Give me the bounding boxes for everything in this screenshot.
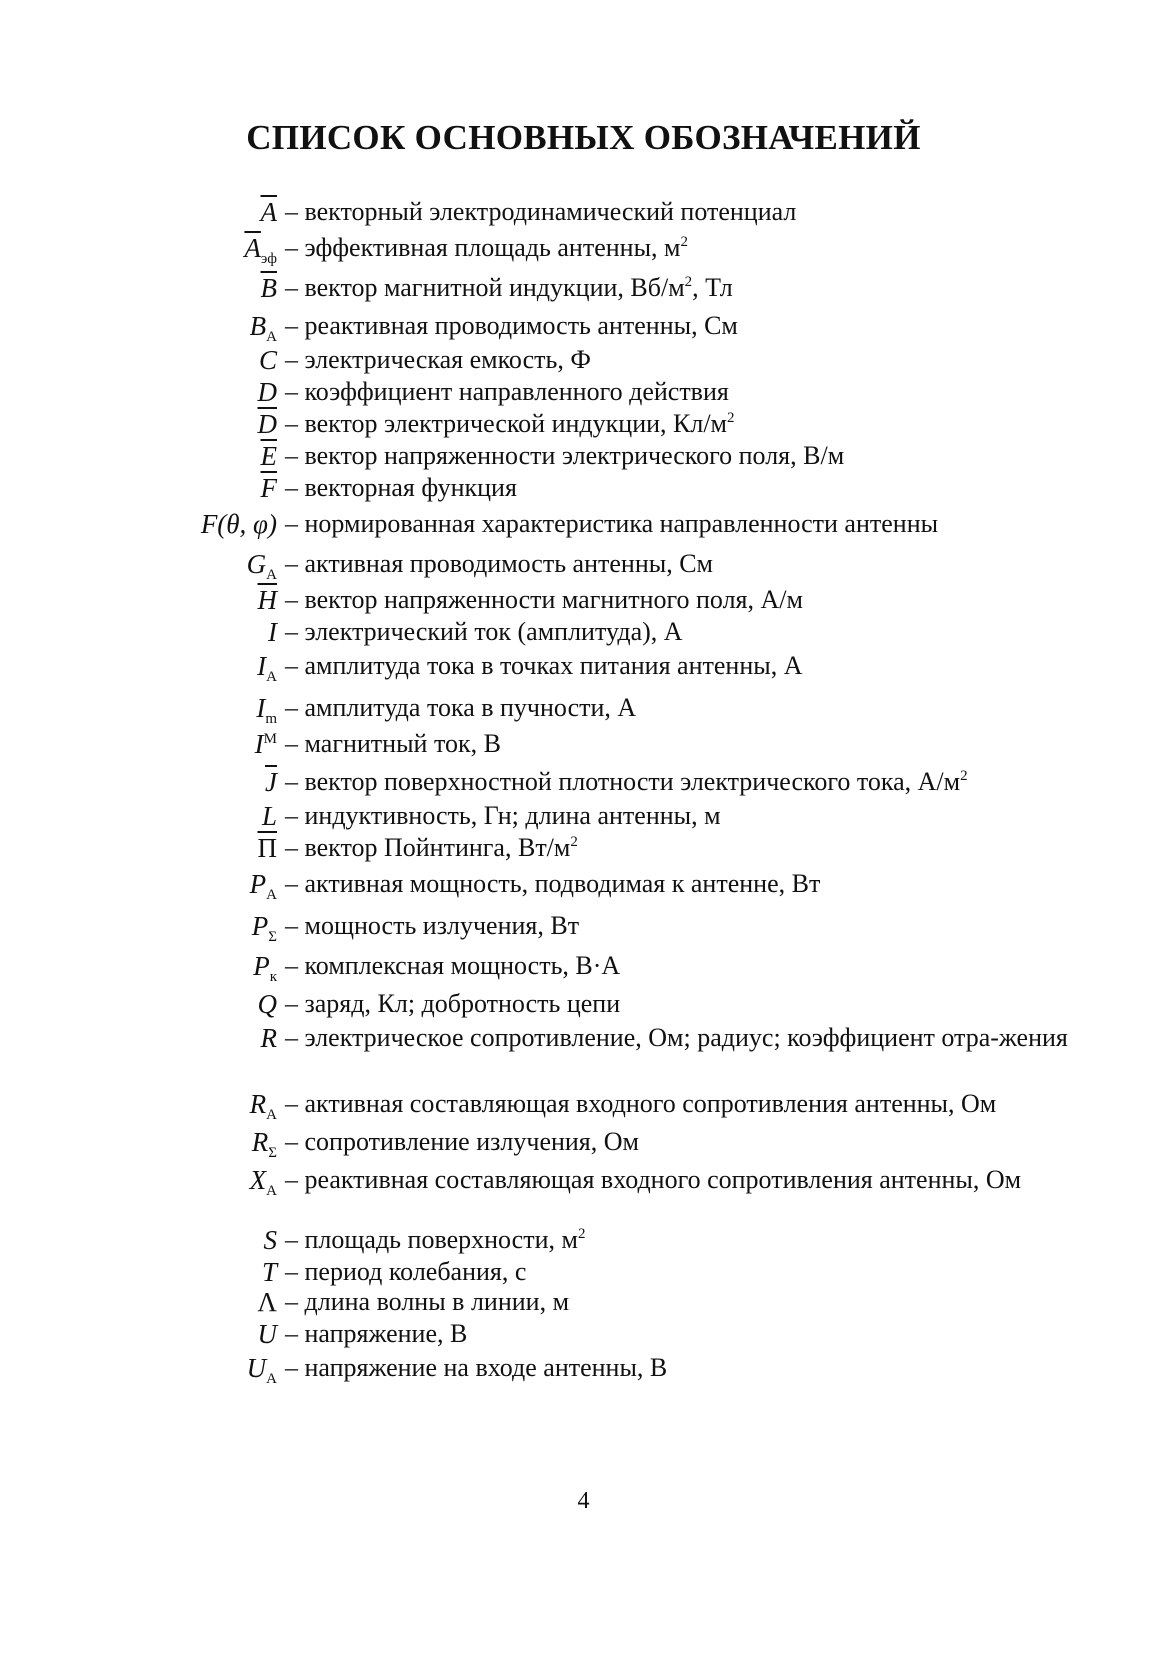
notation-symbol [201,508,277,540]
symbol-letter: $\overline{H}$ [257,585,277,615]
notation-description: – сопротивление излучения, Ом [285,1127,639,1156]
symbol-letter: P [253,951,270,981]
notation-symbol [264,1224,278,1256]
notation-description: – период колебания, с [285,1257,527,1286]
symbol-letter: T [261,1257,277,1287]
notation-description: – коэффициент направленного действия [285,377,729,406]
notation-description: – вектор напряженности магнитного поля, А/м [285,585,803,614]
symbol-letter: $\overline{F}$ [260,473,277,503]
notation-entry [0,472,1167,512]
page-title: СПИСОК ОСНОВНЫХ ОБОЗНАЧЕНИЙ [246,118,921,157]
symbol-letter: I [257,651,267,681]
notation-entry [0,1352,1167,1392]
symbol-letter: R [260,1023,277,1053]
notation-entry [0,508,1167,548]
symbol-letter: B [249,311,267,341]
notation-description: – электрическая емкость, Ф [285,345,591,374]
notation-symbol [259,344,277,376]
notation-description: – активная составляющая входного сопротивления антенны, Ом [285,1089,997,1118]
symbol-letter: $\overline{B}$ [260,273,277,303]
symbol-letter: $\overline{D}$ [257,409,277,439]
notation-description: – амплитуда тока в пучности, А [285,693,637,722]
notation-symbol [261,1022,278,1054]
unit-exponent: 2 [960,768,968,784]
notation-symbol [261,196,278,228]
notation-entry [0,692,1167,732]
symbol-letter: S [263,1225,277,1255]
symbol-subscript: А [266,669,277,685]
symbol-letter: R [251,1127,269,1157]
page-number: 4 [577,1488,590,1514]
notation-entry [0,232,1167,272]
unit-exponent: 2 [577,1226,586,1242]
notation-symbol [249,1088,277,1123]
notation-description: – вектор поверхностной плотности электрического тока, $А/м^2$ [285,767,968,796]
symbol-letter: F(θ, φ) [200,509,277,539]
notation-symbol [257,1286,277,1318]
notation-entry [0,1022,1167,1062]
symbol-letter: $\overline{A}$ [260,197,277,227]
notation-entry [0,272,1167,312]
notation-description: – активная мощность, подводимая к антенне, Вт [285,869,821,898]
symbol-letter: R [249,1089,267,1119]
symbol-letter: P [251,911,269,941]
notation-entry [0,868,1167,908]
symbol-letter: P [249,869,267,899]
notation-description: – комплексная мощность, В·А [285,951,621,980]
notation-description: – вектор электрической индукции, $Кл/м^2$ [285,409,735,438]
notation-description: – нормированная характеристика направленности антенны [285,509,939,538]
notation-symbol [253,950,277,985]
notation-description: – вектор Пойнтинга, $Вт/м^2$ [285,833,578,862]
symbol-letter: $\overline{E}$ [260,441,277,471]
symbol-letter: G [246,549,267,579]
symbol-subscript: А [266,329,277,345]
notation-entry [0,548,1167,588]
notation-description: – амплитуда тока в точках питания антенны, А [285,651,803,680]
notation-symbol [258,832,278,864]
symbol-letter: L [261,801,277,831]
notation-description: – индуктивность, Гн; длина антенны, м [285,801,721,830]
notation-description: – вектор магнитной индукции, $Вб/м^2$, Тл [285,273,733,302]
notation-symbol [262,1256,277,1288]
symbol-subscript: к [269,969,277,985]
notation-symbol [258,584,278,616]
symbol-letter: Λ [257,1287,277,1317]
notation-description: – реактивная составляющая входного сопротивления антенны, Ом [285,1165,1022,1194]
symbol-letter: $\overline{J}$ [265,767,277,797]
symbol-subscript: А [266,1107,277,1123]
notation-symbol [257,650,277,685]
notation-symbol [251,910,277,945]
symbol-subscript: m [265,711,277,727]
notation-symbol [265,766,277,798]
notation-entry [0,1088,1167,1128]
notation-entry [0,1164,1167,1204]
notation-description: – векторный электродинамический потенциал [285,197,797,226]
notation-entry [0,650,1167,690]
symbol-letter: $\overline{\Pi}$ [257,833,277,863]
notation-description: – мощность излучения, Вт [285,911,580,940]
notation-symbol [258,988,278,1020]
notation-description: – магнитный ток, В [285,729,501,758]
notation-description: – электрический ток (амплитуда), А [285,617,683,646]
notation-symbol [261,440,278,472]
symbol-subscript: Σ [268,1145,277,1161]
notation-symbol [246,548,277,583]
symbol-letter: Q [257,989,277,1019]
unit-exponent: 2 [727,410,735,426]
notation-symbol [261,272,278,304]
symbol-letter: I [254,729,264,759]
notation-description: – активная проводимость антенны, См [285,549,714,578]
symbol-letter: I [268,617,277,647]
notation-description: – электрическое сопротивление, Ом; радиус; коэффициент отра-жения [285,1023,1068,1052]
symbol-subscript: Σ [268,929,277,945]
notation-symbol [249,868,277,903]
symbol-letter: U [257,1319,277,1349]
symbol-subscript: А [266,567,277,583]
notation-description: – длина волны в линии, м [285,1287,570,1316]
notation-symbol [255,728,277,760]
notation-entry [0,1126,1167,1166]
unit-exponent: 2 [570,834,578,850]
notation-symbol [249,1164,277,1199]
notation-description: – эффективная площадь антенны, $м^2$ [285,233,688,262]
notation-entry [0,832,1167,872]
notation-entry [0,728,1167,768]
notation-symbol [261,472,278,504]
unit-exponent: 2 [684,274,693,290]
notation-description: – вектор напряженности электрического поля, В/м [285,441,845,470]
notation-description: – заряд, Кл; добротность цепи [285,989,621,1018]
unit-exponent: 2 [680,234,688,250]
symbol-letter: C [258,345,277,375]
notation-symbol [268,616,277,648]
notation-symbol [258,1318,278,1350]
notation-entry [0,910,1167,950]
notation-description: – напряжение на входе антенны, В [285,1353,668,1382]
notation-description: – площадь поверхности, $м^2$ [285,1225,586,1254]
notation-symbol [256,692,277,727]
notation-description: – векторная функция [285,473,517,502]
symbol-subscript: А [266,1371,277,1387]
notation-entry [0,950,1167,990]
notation-symbol [258,376,278,408]
notation-description: – реактивная проводимость антенны, См [285,311,738,340]
notation-entry [0,196,1167,236]
symbol-superscript: М [263,731,277,747]
notation-symbol [246,1352,277,1387]
notation-symbol [249,310,277,345]
notation-symbol [258,408,278,440]
notation-description: – напряжение, В [285,1319,468,1348]
symbol-subscript: эф [260,251,277,267]
notation-symbol [251,1126,277,1161]
symbol-letter: $\overline{A}$ [244,233,261,263]
symbol-letter: U [246,1353,267,1383]
notation-symbol [262,800,277,832]
symbol-subscript: А [266,887,277,903]
notation-symbol [244,232,277,267]
symbol-letter: X [249,1165,267,1195]
symbol-subscript: А [266,1183,277,1199]
symbol-letter: I [256,693,266,723]
symbol-letter: D [257,377,277,407]
